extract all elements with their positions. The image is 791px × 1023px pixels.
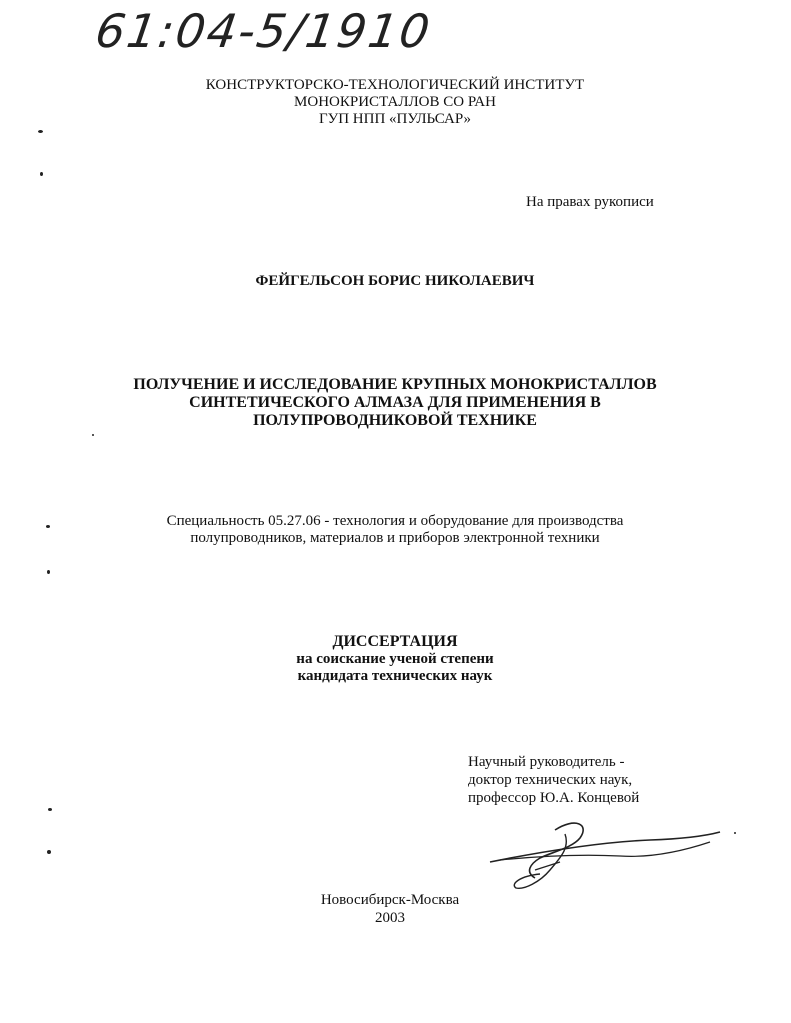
degree-line-2: кандидата технических наук xyxy=(297,668,493,684)
supervisor-line-2: доктор технических наук, xyxy=(468,772,633,788)
supervisor-line-1: Научный руководитель - xyxy=(468,754,625,770)
archive-stamp: 61:04-5/1910 xyxy=(92,4,435,58)
supervisor-signature xyxy=(480,812,740,892)
rights-note: На правах рукописи xyxy=(526,194,654,210)
degree-line-1: на соискание ученой степени xyxy=(296,651,494,667)
supervisor-line-3: профессор Ю.А. Концевой xyxy=(468,790,640,806)
footer-city: Новосибирск-Москва xyxy=(320,892,460,908)
scan-speck xyxy=(734,832,736,834)
scan-speck xyxy=(47,850,51,854)
scan-speck xyxy=(92,434,94,436)
title-line-2: СИНТЕТИЧЕСКОГО АЛМАЗА ДЛЯ ПРИМЕНЕНИЯ В xyxy=(189,394,601,411)
institution-header xyxy=(150,77,640,128)
title-line-3: ПОЛУПРОВОДНИКОВОЙ ТЕХНИКЕ xyxy=(253,412,537,429)
specialty-block xyxy=(100,513,690,547)
degree-block xyxy=(240,632,550,685)
title-line-1: ПОЛУЧЕНИЕ И ИССЛЕДОВАНИЕ КРУПНЫХ МОНОКРИСТАЛЛОВ xyxy=(133,376,657,393)
institution-line-2: МОНОКРИСТАЛЛОВ СО РАН xyxy=(294,94,496,110)
scan-speck xyxy=(46,525,50,528)
footer-year: 2003 xyxy=(375,910,405,926)
footer-block xyxy=(240,891,540,927)
dissertation-heading: ДИССЕРТАЦИЯ xyxy=(332,633,458,650)
supervisor-block xyxy=(468,753,639,807)
institution-line-1: КОНСТРУКТОРСКО-ТЕХНОЛОГИЧЕСКИЙ ИНСТИТУТ xyxy=(205,77,585,93)
scan-speck xyxy=(40,172,43,176)
institution-line-3: ГУП НПП «ПУЛЬСАР» xyxy=(318,111,472,127)
scan-speck xyxy=(48,808,52,811)
dissertation-title xyxy=(100,376,690,430)
specialty-line-2: полупроводников, материалов и приборов электронной техники xyxy=(190,530,600,546)
specialty-line-1: Специальность 05.27.06 - технология и оборудование для производства xyxy=(166,513,624,529)
scan-speck xyxy=(38,130,43,133)
author-name: ФЕЙГЕЛЬСОН БОРИС НИКОЛАЕВИЧ xyxy=(255,273,535,289)
scan-speck xyxy=(47,570,50,574)
